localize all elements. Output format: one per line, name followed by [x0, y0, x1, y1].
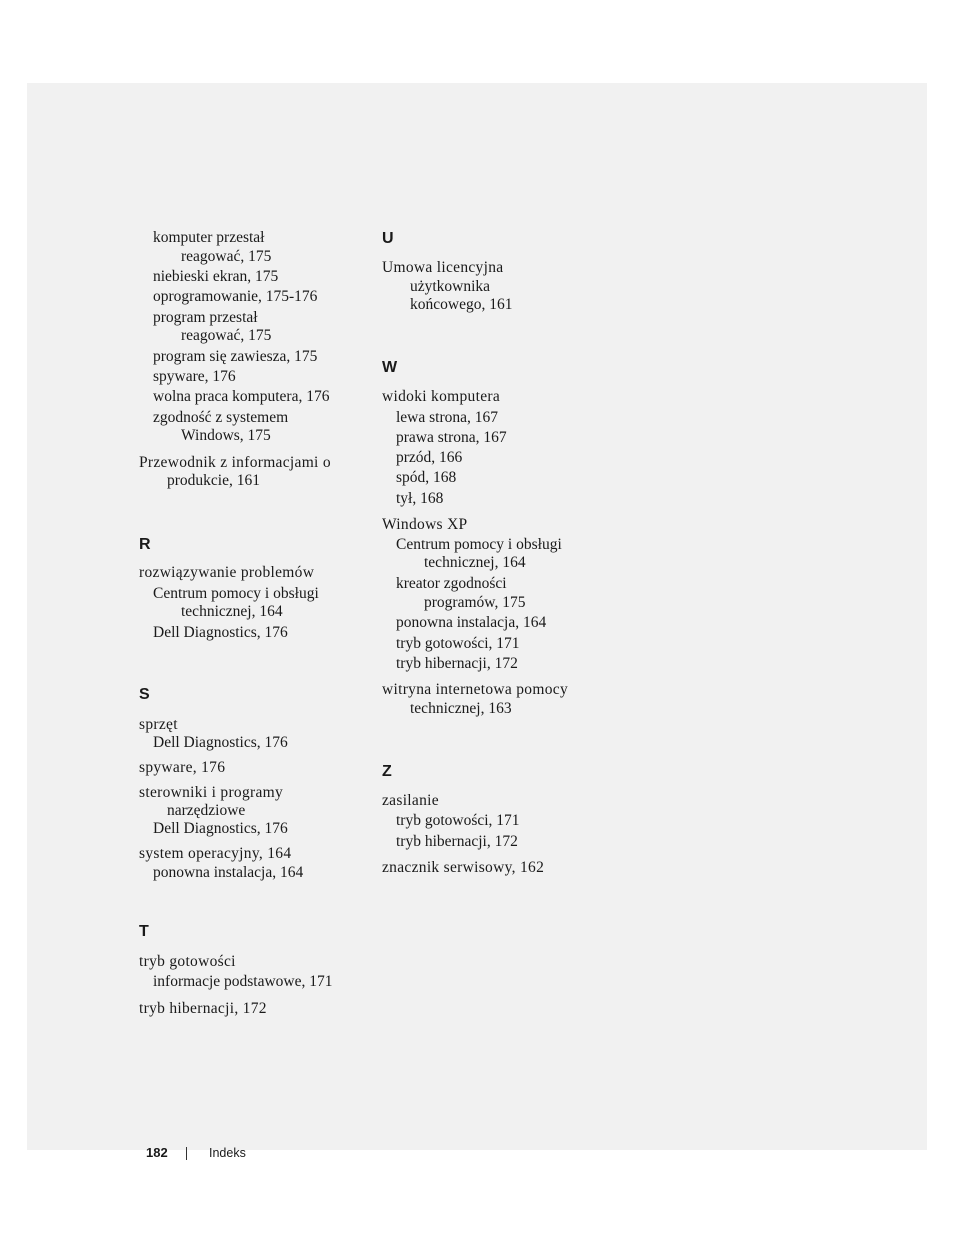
index-subentry: tył, 168: [396, 490, 444, 507]
index-section-letter: R: [139, 536, 151, 553]
index-entry: system operacyjny, 164: [139, 845, 292, 862]
index-subentry: Dell Diagnostics, 176: [153, 624, 288, 641]
index-subentry: tryb gotowości, 171: [396, 812, 520, 829]
index-section-letter: T: [139, 923, 149, 940]
index-entry: Umowa licencyjna: [382, 259, 504, 276]
page-number: 182: [146, 1145, 168, 1160]
index-entry: sterowniki i programy: [139, 784, 284, 801]
index-entry: spyware, 176: [139, 759, 226, 776]
index-subentry: program się zawiesza, 175: [153, 348, 318, 365]
index-subentry: spyware, 176: [153, 368, 236, 385]
index-subentry: informacje podstawowe, 171: [153, 973, 333, 990]
index-subentry: komputer przestał: [153, 229, 265, 246]
index-section-letter: U: [382, 230, 394, 247]
footer-separator: [186, 1147, 187, 1160]
index-section-letter: Z: [382, 763, 392, 780]
index-subentry: tryb hibernacji, 172: [396, 655, 518, 672]
index-subentry: spód, 168: [396, 469, 457, 486]
index-entry: widoki komputera: [382, 388, 501, 405]
index-subentry: końcowego, 161: [410, 296, 513, 313]
index-entry: sprzęt: [139, 716, 178, 733]
index-subentry: ponowna instalacja, 164: [153, 864, 304, 881]
footer-section-title: Indeks: [209, 1146, 246, 1160]
index-entry: tryb gotowości: [139, 953, 236, 970]
index-section-letter: S: [139, 686, 150, 703]
index-subentry: przód, 166: [396, 449, 463, 466]
index-entry: witryna internetowa pomocy: [382, 681, 568, 698]
index-subentry: technicznej, 164: [181, 603, 283, 620]
index-subentry: prawa strona, 167: [396, 429, 507, 446]
index-subentry: Centrum pomocy i obsługi: [153, 585, 319, 602]
index-subentry: produkcie, 161: [167, 472, 260, 489]
index-entry: Przewodnik z informacjami o: [139, 454, 331, 471]
index-subentry: reagować, 175: [181, 327, 272, 344]
index-subentry: narzędziowe: [167, 802, 246, 819]
index-entry: znacznik serwisowy, 162: [382, 859, 545, 876]
index-entry: tryb hibernacji, 172: [139, 1000, 267, 1017]
index-subentry: kreator zgodności: [396, 575, 507, 592]
index-subentry: oprogramowanie, 175-176: [153, 288, 318, 305]
index-subentry: niebieski ekran, 175: [153, 268, 279, 285]
index-subentry: użytkownika: [410, 278, 491, 295]
index-subentry: tryb gotowości, 171: [396, 635, 520, 652]
index-subentry: Windows, 175: [181, 427, 271, 444]
index-subentry: lewa strona, 167: [396, 409, 499, 426]
index-entry: Windows XP: [382, 516, 468, 533]
index-section-letter: W: [382, 359, 398, 376]
index-subentry: technicznej, 164: [424, 554, 526, 571]
index-entry: rozwiązywanie problemów: [139, 564, 315, 581]
index-entry: zasilanie: [382, 792, 439, 809]
index-subentry: Centrum pomocy i obsługi: [396, 536, 562, 553]
index-subentry: ponowna instalacja, 164: [396, 614, 547, 631]
index-subentry: Dell Diagnostics, 176: [153, 734, 288, 751]
index-page: [27, 83, 927, 1160]
index-subentry: program przestał: [153, 309, 258, 326]
index-subentry: programów, 175: [424, 594, 526, 611]
index-subentry: reagować, 175: [181, 248, 272, 265]
index-subentry: technicznej, 163: [410, 700, 512, 717]
index-subentry: wolna praca komputera, 176: [153, 388, 330, 405]
index-subentry: zgodność z systemem: [153, 409, 289, 426]
index-subentry: tryb hibernacji, 172: [396, 833, 518, 850]
index-subentry: Dell Diagnostics, 176: [153, 820, 288, 837]
